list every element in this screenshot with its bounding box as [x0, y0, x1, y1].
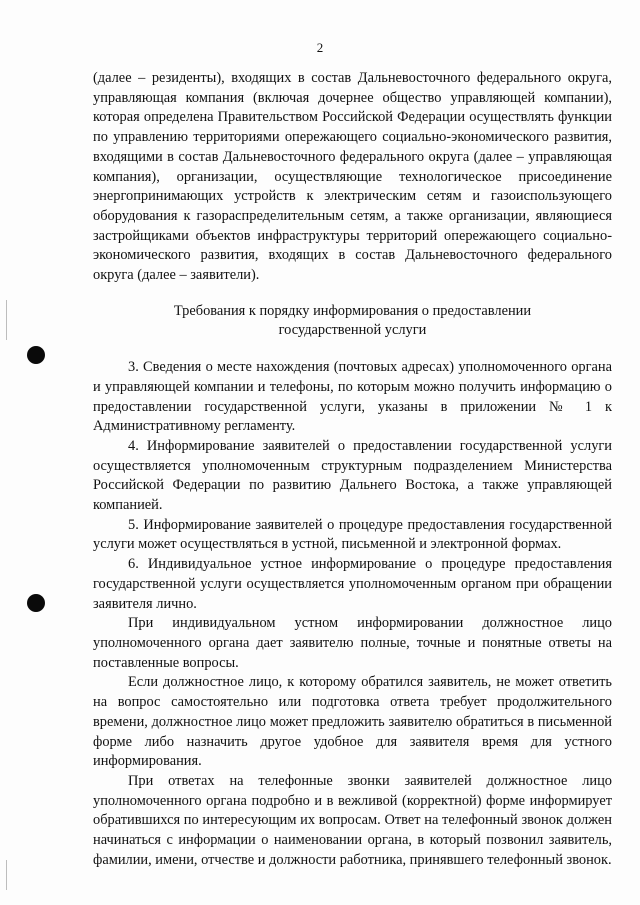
punch-hole-mark: [27, 594, 45, 612]
paragraph-6: 6. Индивидуальное устное информирование о процедуре предоставления государственной услуги осуществляется уполномоченным органом при обращении заявителя лично.: [93, 556, 612, 612]
section-heading: Требования к порядку информирования о предоставлении государственной услуги: [173, 302, 532, 339]
scan-edge-mark: [6, 300, 7, 340]
page-number: 2: [316, 40, 324, 55]
scan-edge-mark: [6, 860, 7, 890]
punch-hole-mark: [27, 346, 45, 364]
document-body: [93, 69, 612, 870]
paragraph-3: 3. Сведения о месте нахождения (почтовых адресах) уполномоченного органа и управляющей компании и телефоны, по которым можно получить информацию о предоставлении государственной услуги, указаны в приложении № 1 к Административному регламенту.: [93, 359, 612, 435]
paragraph-individual-oral: При индивидуальном устном информировании должностное лицо уполномоченного органа дает заявителю полные, точные и понятные ответы на поставленные вопросы.: [93, 615, 612, 671]
paragraph-cannot-answer: Если должностное лицо, к которому обратился заявитель, не может ответить на вопрос самостоятельно или подготовка ответа требует продолжительного времени, должностное лицо может предложить заявителю обратиться в письменной форме либо назначить другое удобное для заявителя время для устного информирования.: [93, 674, 612, 770]
paragraph-5: 5. Информирование заявителей о процедуре предоставления государственной услуги может осуществляться в устной, письменной и электронной формах.: [93, 516, 612, 553]
paragraph-phone-calls: При ответах на телефонные звонки заявителей должностное лицо уполномоченного органа подробно и в вежливой (корректной) форме информирует обратившихся по интересующим их вопросам. Ответ на телефонный звонок должен начинаться с информации о наименовании органа, в который позвонил заявитель, фамилии, имени, отчестве и должности работника, принявшего телефонный звонок.: [93, 772, 612, 868]
paragraph-4: 4. Информирование заявителей о предоставлении государственной услуги осуществляется уполномоченным структурным подразделением Министерства Российской Федерации по развитию Дальнего Востока, а также управляющей компанией.: [93, 437, 612, 514]
intro-paragraph: (далее – резиденты), входящих в состав Дальневосточного федерального округа, управляющая компания (включая дочернее общество управляющей компании), которая определена Правительством Российской Федерации осуществлять функции по управлению территориями опережающего социально-экономического развития, входящими в состав Дальневосточного федерального округа (далее – управляющая компания), организации, осуществляющие технологическое присоединение энергопринимающих устройств к электрическим сетям и газоиспользующего оборудования к газораспределительным сетям, а также организации, являющиеся застройщиками объектов инфраструктуры территорий опережающего социально-экономического развития, входящих в состав Дальневосточного федерального округа (далее – заявители).: [93, 70, 612, 284]
